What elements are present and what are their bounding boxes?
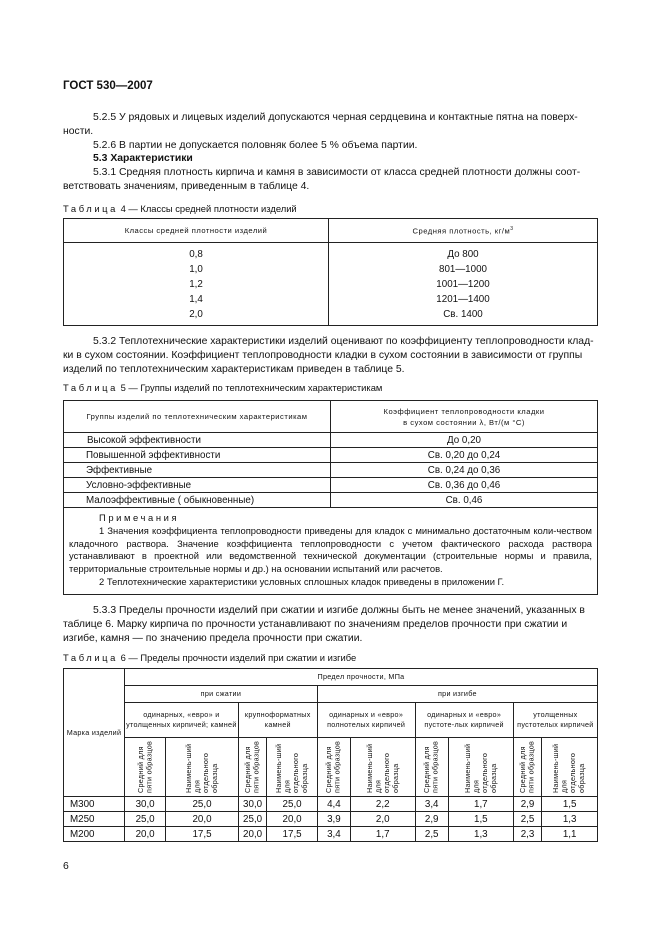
table6-sub-avg: Средний для пяти образцов bbox=[317, 738, 350, 797]
table-cell: 20,0 bbox=[267, 812, 317, 827]
table-cell: Св. 1400 bbox=[329, 307, 598, 326]
table-row bbox=[64, 463, 598, 478]
paragraph-5-2-6: 5.2.6 В партии не допускается половняк более 5 % объема партии. bbox=[93, 140, 418, 151]
table-cell: 3,4 bbox=[415, 797, 448, 812]
table-cell: 1,0 bbox=[64, 262, 329, 277]
table-row bbox=[64, 478, 598, 493]
table-cell: 17,5 bbox=[166, 827, 239, 842]
paragraph-5-3-2-line3: изделий по теплотехническим характеристикам приведен в таблице 5. bbox=[63, 364, 405, 375]
table-cell: 2,0 bbox=[64, 307, 329, 326]
table6-sub-min: Наимень-ший для отдельного образца bbox=[166, 738, 239, 797]
table-row bbox=[64, 812, 598, 827]
table6-sub-avg: Средний для пяти образцов bbox=[513, 738, 542, 797]
table-row bbox=[64, 493, 598, 508]
table-cell: 2,0 bbox=[350, 812, 415, 827]
paragraph-5-3-3-line2: таблице 6. Марку кирпича по прочности устанавливают по значениям пределов прочности при сжатии и bbox=[63, 619, 568, 630]
table-cell: 2,9 bbox=[415, 812, 448, 827]
table-cell: 1,4 bbox=[64, 292, 329, 307]
table-row bbox=[64, 307, 598, 326]
table-cell: Высокой эффективности bbox=[64, 433, 331, 448]
paragraph-5-3-3-line1: 5.3.3 Пределы прочности изделий при сжатии и изгибе должны быть не менее значений, указанных в bbox=[93, 605, 585, 616]
table-cell: 1,3 bbox=[448, 827, 513, 842]
table-cell: М250 bbox=[64, 812, 125, 827]
notes-title: Примечания bbox=[99, 512, 180, 523]
table-cell: М200 bbox=[64, 827, 125, 842]
table-density-classes bbox=[63, 218, 598, 326]
table-cell: 1,2 bbox=[64, 277, 329, 292]
table6-group-3: одинарных и «евро» полнотелых кирпичей bbox=[317, 703, 415, 738]
table-cell: 25,0 bbox=[125, 812, 166, 827]
table6-sub-avg: Средний для пяти образцов bbox=[415, 738, 448, 797]
table-cell: До 800 bbox=[329, 243, 598, 263]
paragraph-5-3-1-line2: ветствовать значениям, приведенным в таблице 4. bbox=[63, 181, 310, 192]
table6-sub-avg: Средний для пяти образцов bbox=[238, 738, 267, 797]
paragraph-5-3-2-line1: 5.3.2 Теплотехнические характеристики изделий оценивают по коэффициенту теплопроводности клад- bbox=[93, 336, 594, 347]
table-cell: 2,5 bbox=[415, 827, 448, 842]
table-cell: 30,0 bbox=[238, 797, 267, 812]
table-cell: 30,0 bbox=[125, 797, 166, 812]
table4-header-density: Средняя плотность, $кг/м^3$ bbox=[329, 219, 598, 243]
table-cell: Малоэффективные ( обыкновенные) bbox=[64, 493, 331, 508]
paragraph-5-2-5: 5.2.5 У рядовых и лицевых изделий допускаются черная сердцевина и контактные пятна на поверх- bbox=[93, 112, 578, 123]
table-row bbox=[64, 448, 598, 463]
table5-notes bbox=[64, 508, 598, 595]
table-row bbox=[64, 797, 598, 812]
table5-header-group: Группы изделий по теплотехническим характеристикам bbox=[64, 401, 331, 433]
table-cell: 2,9 bbox=[513, 797, 542, 812]
table-cell: Св. 0,36 до 0,46 bbox=[331, 478, 598, 493]
table6-header-bending: при изгибе bbox=[317, 686, 597, 703]
table-row bbox=[64, 292, 598, 307]
table-cell: 3,9 bbox=[317, 812, 350, 827]
table-cell: До 0,20 bbox=[331, 433, 598, 448]
table6-header-mark: Марка изделий bbox=[64, 669, 125, 797]
table-cell: 0,8 bbox=[64, 243, 329, 263]
paragraph-5-3-3-line3: изгибе, камня — по значению предела прочности при сжатии. bbox=[63, 633, 363, 644]
table-cell: 801—1000 bbox=[329, 262, 598, 277]
table-cell: 20,0 bbox=[125, 827, 166, 842]
table-cell: 20,0 bbox=[166, 812, 239, 827]
note-2: 2 Теплотехнические характеристики условных сплошных кладок приведены в приложении Г. bbox=[99, 575, 505, 587]
table-cell: Св. 0,46 bbox=[331, 493, 598, 508]
table-strength-limits bbox=[63, 668, 598, 842]
table-row bbox=[64, 262, 598, 277]
table-row bbox=[64, 827, 598, 842]
table-cell: 1001—1200 bbox=[329, 277, 598, 292]
note-1: 1 Значения коэффициента теплопроводности приведены для кладок с минимально достаточным коли-чеством кладочного раствора. Значение коэффициента теплопроводности с учетом фактического расхода раствора устанавливают в проектной или ведомственной технической документации (строительные нормы и правила, территориальные строительные нормы и др.) на основании испытаний или расчетов. bbox=[69, 524, 592, 575]
table-cell: 2,5 bbox=[513, 812, 542, 827]
table-row bbox=[64, 277, 598, 292]
table-cell: 1,3 bbox=[542, 812, 598, 827]
standard-number: ГОСТ 530—2007 bbox=[63, 80, 153, 92]
table4-header-class: Классы средней плотности изделий bbox=[64, 219, 329, 243]
table-cell: Св. 0,20 до 0,24 bbox=[331, 448, 598, 463]
table-row bbox=[64, 243, 598, 263]
table-cell: М300 bbox=[64, 797, 125, 812]
table-cell: 2,2 bbox=[350, 797, 415, 812]
table-cell: 25,0 bbox=[166, 797, 239, 812]
table-cell: 17,5 bbox=[267, 827, 317, 842]
table-cell: 3,4 bbox=[317, 827, 350, 842]
table-row bbox=[64, 433, 598, 448]
table-cell: 1,5 bbox=[448, 812, 513, 827]
page-number: 6 bbox=[63, 861, 69, 872]
table-cell: 1,7 bbox=[448, 797, 513, 812]
table-cell: 20,0 bbox=[238, 827, 267, 842]
table5-header-coefficient: Коэффициент теплопроводности кладки в сухом состоянии λ, Вт/(м °С) bbox=[331, 401, 598, 433]
table6-sub-min: Наимень-ший для отдельного образца bbox=[448, 738, 513, 797]
table-cell: Условно-эффективные bbox=[64, 478, 331, 493]
table-cell: 1,1 bbox=[542, 827, 598, 842]
paragraph-5-2-5-cont: ности. bbox=[63, 126, 94, 137]
table6-sub-min: Наимень-ший для отдельного образца bbox=[350, 738, 415, 797]
table-cell: 25,0 bbox=[267, 797, 317, 812]
table6-header-limit: Предел прочности, МПа bbox=[125, 669, 598, 686]
section-heading-5-3: 5.3 Характеристики bbox=[93, 153, 193, 164]
table6-group-5: утолщенных пустотелых кирпичей bbox=[513, 703, 597, 738]
table6-header-compression: при сжатии bbox=[125, 686, 318, 703]
table-cell: 2,3 bbox=[513, 827, 542, 842]
table6-sub-avg: Средний для пяти образцов bbox=[125, 738, 166, 797]
table5-caption: Таблица 5 — Группы изделий по теплотехническим характеристикам bbox=[63, 382, 383, 393]
table6-group-1: одинарных, «евро» и утолщенных кирпичей; камней bbox=[125, 703, 239, 738]
table6-group-4: одинарных и «евро» пустоте-лых кирпичей bbox=[415, 703, 513, 738]
table-thermal-groups bbox=[63, 400, 598, 595]
table6-group-2: крупноформатных камней bbox=[238, 703, 317, 738]
table-cell: 1201—1400 bbox=[329, 292, 598, 307]
table-cell: 4,4 bbox=[317, 797, 350, 812]
table-cell: 1,7 bbox=[350, 827, 415, 842]
table-cell: 25,0 bbox=[238, 812, 267, 827]
paragraph-5-3-1-line1: 5.3.1 Средняя плотность кирпича и камня в зависимости от класса средней плотности должны соот- bbox=[93, 167, 581, 178]
table6-sub-min: Наимень-ший для отдельного образца bbox=[267, 738, 317, 797]
table-cell: Эффективные bbox=[64, 463, 331, 478]
table6-sub-min: Наимень-ший для отдельного образца bbox=[542, 738, 598, 797]
paragraph-5-3-2-line2: ки в сухом состоянии. Коэффициент теплопроводности кладки в сухом состоянии в зависимости от группы bbox=[63, 350, 583, 361]
table4-caption: Таблица 4 — Классы средней плотности изделий bbox=[63, 203, 297, 214]
table6-caption: Таблица 6 — Пределы прочности изделий при сжатии и изгибе bbox=[63, 652, 357, 663]
table-cell: 1,5 bbox=[542, 797, 598, 812]
table-cell: Повышенной эффективности bbox=[64, 448, 331, 463]
table-cell: Св. 0,24 до 0,36 bbox=[331, 463, 598, 478]
